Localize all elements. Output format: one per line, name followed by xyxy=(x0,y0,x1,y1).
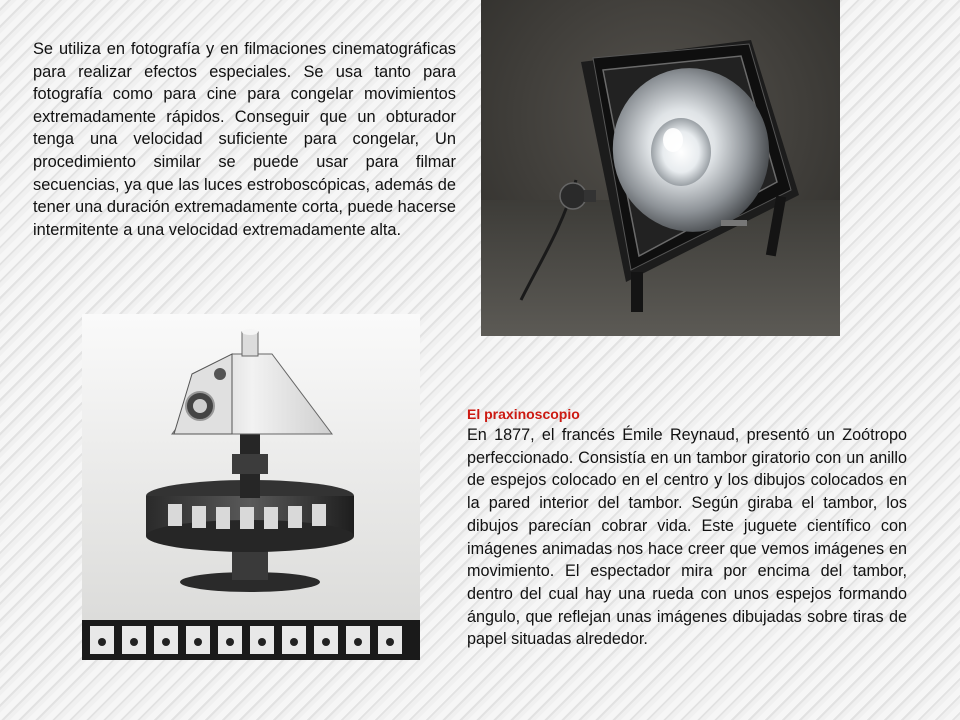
strobe-light-image xyxy=(481,0,840,336)
section-heading: El praxinoscopio xyxy=(467,406,580,422)
praxinoscope-image xyxy=(82,314,420,660)
praxinoscope-photo xyxy=(82,314,420,660)
intro-paragraph-text: Se utiliza en fotografía y en filmaciones cinematográficas para realizar efectos especiales. Se usa tanto para fotografía como para cine para congelar movimientos extremadamente rápidos. Conseguir que un obturador tenga una velocidad suficiente para congelar, Un procedimiento similar se puede usar para filmar secuencias, ya que las luces estroboscópicas, además de tener una duración extremadamente corta, puede hacerse intermitente a una velocidad extremadamente alta. xyxy=(33,40,456,239)
section-paragraph: En 1877, el francés Émile Reynaud, presentó un Zoótropo perfeccionado. Consistía en un tambor giratorio con un anillo de espejos colocado en el centro y los dibujos colocados en la pared interior del tambor. Según giraba el tambor, los dibujos parecían cobrar vida. Este juguete científico con imágenes animadas nos hace creer que vemos imágenes en movimiento. El espectador mira por encima del tambor, dentro del cual hay una rueda con unos espejos formando ángulo, que reflejan unas imágenes dibujadas sobre tiras de papel situadas alrededor. xyxy=(467,426,907,649)
intro-paragraph xyxy=(33,38,456,241)
praxinoscope-section xyxy=(467,404,907,651)
strobe-light-photo xyxy=(481,0,840,336)
